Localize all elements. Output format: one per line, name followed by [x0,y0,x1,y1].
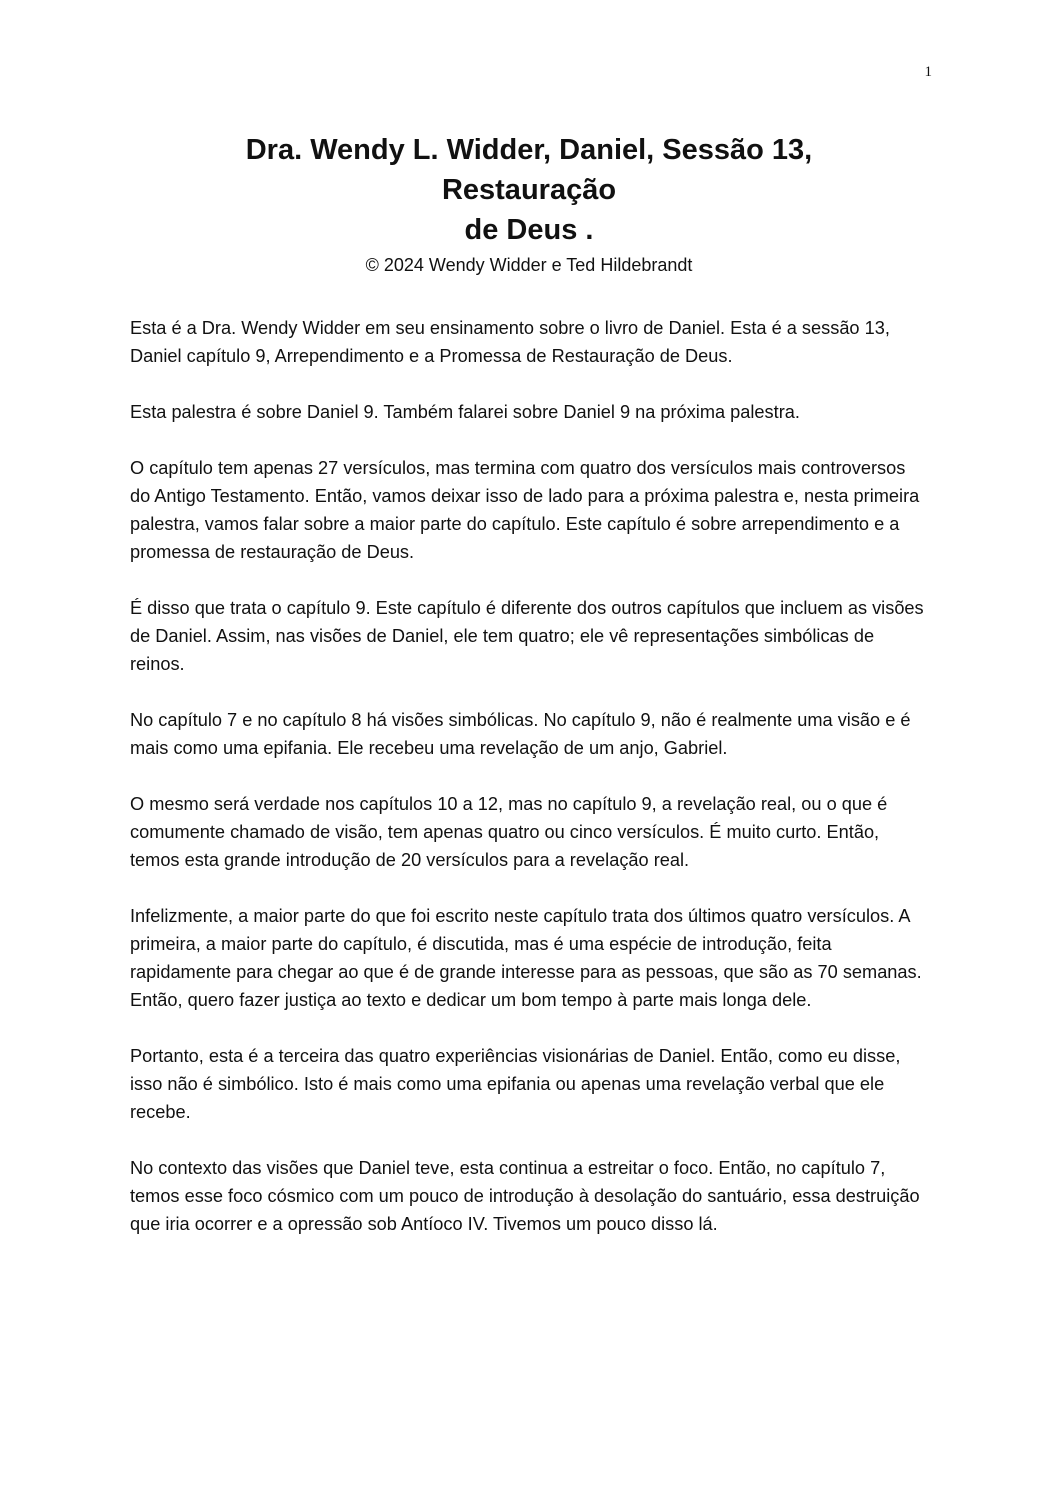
paragraph-4: É disso que trata o capítulo 9. Este capítulo é diferente dos outros capítulos que incluem as visões de Daniel. Assim, nas visões de Daniel, ele tem quatro; ele vê representações simbólicas de reinos. [130,598,924,674]
document-body [130,314,930,1266]
document-title-line-2: Restauração [441,174,617,206]
copyright-notice: © 2024 Wendy Widder e Ted Hildebrandt [365,255,693,275]
document-title-line-3: de Deus . [464,214,594,246]
paragraph-1: Esta é a Dra. Wendy Widder em seu ensinamento sobre o livro de Daniel. Esta é a sessão 13, Daniel capítulo 9, Arrependimento e a Promessa de Restauração de Deus. [130,318,890,366]
document-title-line-1: Dra. Wendy L. Widder, Daniel, Sessão 13, [245,134,813,166]
paragraph-2: Esta palestra é sobre Daniel 9. Também falarei sobre Daniel 9 na próxima palestra. [130,402,800,422]
paragraph-7: Infelizmente, a maior parte do que foi escrito neste capítulo trata dos últimos quatro versículos. A primeira, a maior parte do capítulo, é discutida, mas é uma espécie de introdução, feita rapidamente para chegar ao que é de grande interesse para as pessoas, que são as 70 semanas. Então, quero fazer justiça ao texto e dedicar um bom tempo à parte mais longa dele. [130,906,922,1010]
document-header [130,130,928,278]
paragraph-3: O capítulo tem apenas 27 versículos, mas termina com quatro dos versículos mais controversos do Antigo Testamento. Então, vamos deixar isso de lado para a próxima palestra e, nesta primeira palestra, vamos falar sobre a maior parte do capítulo. Este capítulo é sobre arrependimento e a promessa de restauração de Deus. [130,458,920,562]
paragraph-5: No capítulo 7 e no capítulo 8 há visões simbólicas. No capítulo 9, não é realmente uma visão e é mais como uma epifania. Ele recebeu uma revelação de um anjo, Gabriel. [130,710,911,758]
paragraph-6: O mesmo será verdade nos capítulos 10 a 12, mas no capítulo 9, a revelação real, ou o que é comumente chamado de visão, tem apenas quatro ou cinco versículos. É muito curto. Então, temos esta grande introdução de 20 versículos para a revelação real. [130,794,888,870]
paragraph-8: Portanto, esta é a terceira das quatro experiências visionárias de Daniel. Então, como eu disse, isso não é simbólico. Isto é mais como uma epifania ou apenas uma revelação verbal que ele recebe. [130,1046,901,1122]
page-number: 1 [924,64,932,80]
paragraph-9: No contexto das visões que Daniel teve, esta continua a estreitar o foco. Então, no capítulo 7, temos esse foco cósmico com um pouco de introdução à desolação do santuário, essa destruição que iria ocorrer e a opressão sob Antíoco IV. Tivemos um pouco disso lá. [130,1158,920,1234]
